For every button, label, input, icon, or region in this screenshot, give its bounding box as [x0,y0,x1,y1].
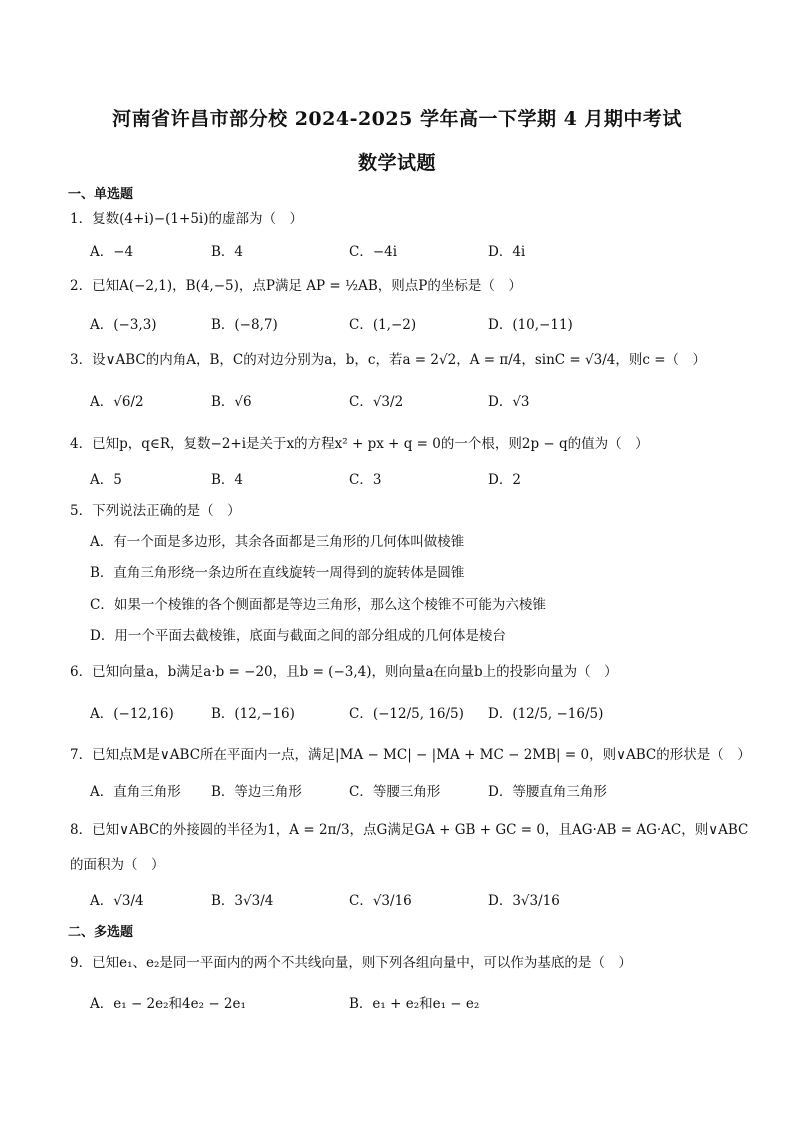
q2-option-a: A．(−3,3) [90,317,157,333]
q8-option-c: C．√3/16 [349,893,412,909]
q5-option-c: C．如果一个棱锥的各个侧面都是等边三角形，那么这个棱锥不可能为六棱锥 [90,597,546,613]
q4-option-b: B．4 [211,472,244,488]
q8-option-b: B．3√3/4 [211,893,274,909]
question-1-stem: 1．复数(4+i)−(1+5i)的虚部为（ ） [70,211,303,227]
question-4-stem: 4．已知p，q∈R，复数−2+i是关于x的方程x² + px + q = 0的一个根，则2p − q的值为（ ） [70,436,649,452]
exam-title: 河南省许昌市部分校 2024-2025 学年高一下学期 4 月期中考试 [112,108,682,130]
q1-option-c: C．−4i [349,244,398,260]
q2-option-d: D．(10,−11) [488,317,573,333]
section-heading-multi: 二、多选题 [68,925,134,940]
question-3-stem: 3．设∨ABC的内角A，B，C的对边分别为a，b，c，若a = 2√2，A = π/4，sinC = √3/4，则c =（ ） [70,352,707,368]
q8-option-d: D．3√3/16 [488,893,560,909]
q5-option-b: B．直角三角形绕一条边所在直线旋转一周得到的旋转体是圆锥 [90,565,465,581]
exam-subtitle: 数学试题 [357,152,436,174]
q7-option-a: A．直角三角形 [90,784,181,800]
question-6-stem: 6．已知向量a，b满足a·b = −20，且b = (−3,4)，则向量a在向量b上的投影向量为（ ） [70,664,618,680]
q9-option-b: B．e₁ + e₂和e₁ − e₂ [349,996,480,1012]
q6-option-a: A．(−12,16) [90,706,174,722]
question-5-stem: 5．下列说法正确的是（ ） [70,503,241,519]
question-8-stem-cont: 的面积为（ ） [70,857,165,873]
q5-option-d: D．用一个平面去截棱锥，底面与截面之间的部分组成的几何体是棱台 [90,628,506,644]
q4-option-c: C．3 [349,472,382,488]
q3-option-d: D．√3 [488,394,530,410]
q1-option-a: A．−4 [90,244,134,260]
q2-option-c: C．(1,−2) [349,317,417,333]
q8-option-a: A．√3/4 [90,893,144,909]
q3-option-c: C．√3/2 [349,394,404,410]
q6-option-b: B．(12,−16) [211,706,295,722]
q5-option-a: A．有一个面是多边形，其余各面都是三角形的几何体叫做棱锥 [90,534,465,550]
q2-option-b: B．(−8,7) [211,317,278,333]
section-heading-single: 一、单选题 [68,187,134,202]
question-9-stem: 9．已知e₁、e₂是同一平面内的两个不共线向量，则下列各组向量中，可以作为基底的是（ ） [70,955,632,971]
question-8-stem: 8．已知∨ABC的外接圆的半径为1，A = 2π/3，点G满足GA + GB + GC = 0，且AG·AB = AG·AC，则∨ABC [70,822,749,838]
q7-option-c: C．等腰三角形 [349,784,441,800]
q1-option-d: D．4i [488,244,526,260]
q7-option-d: D．等腰直角三角形 [488,784,607,800]
q3-option-a: A．√6/2 [90,394,144,410]
q6-option-c: C．(−12/5, 16/5) [349,706,464,722]
q3-option-b: B．√6 [211,394,252,410]
q6-option-d: D．(12/5, −16/5) [488,706,604,722]
q9-option-a: A．e₁ − 2e₂和4e₂ − 2e₁ [90,996,246,1012]
question-7-stem: 7．已知点M是∨ABC所在平面内一点，满足|MA − MC| − |MA + MC − 2MB| = 0，则∨ABC的形状是（ ） [70,747,751,763]
q4-option-a: A．5 [90,472,122,488]
q4-option-d: D．2 [488,472,521,488]
q1-option-b: B．4 [211,244,244,260]
q7-option-b: B．等边三角形 [211,784,302,800]
question-2-stem: 2．已知A(−2,1)，B(4,−5)，点P满足 AP = ½AB，则点P的坐标是（ ） [70,278,522,294]
